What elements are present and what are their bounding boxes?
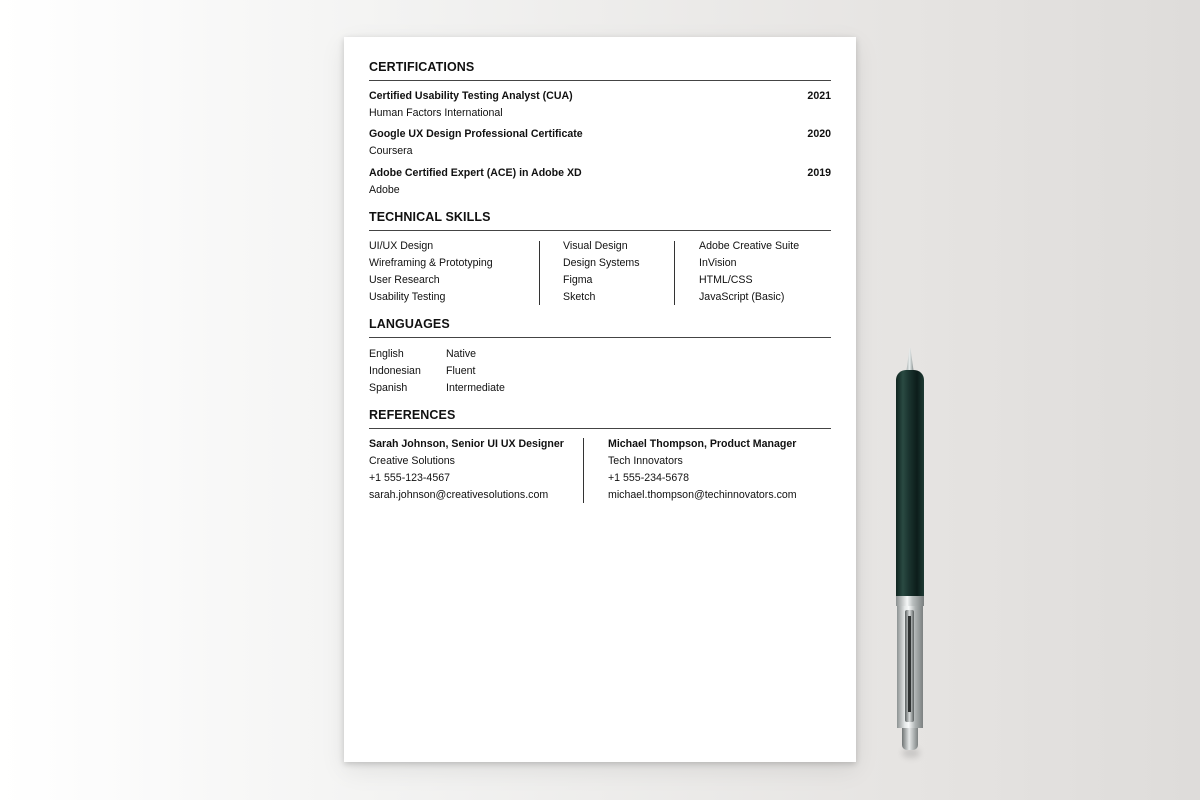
skill-item: Sketch [563, 291, 596, 303]
skill-item: Wireframing & Prototyping [369, 257, 493, 269]
pen-illustration [896, 348, 924, 760]
reference-email: michael.thompson@techinnovators.com [608, 489, 797, 501]
resume-page [344, 37, 856, 762]
reference-company: Tech Innovators [608, 455, 683, 467]
skill-item: HTML/CSS [699, 274, 753, 286]
certification-name: Certified Usability Testing Analyst (CUA) [369, 90, 573, 102]
language-name: Spanish [369, 382, 408, 394]
column-divider [674, 241, 675, 305]
certification-year: 2021 [807, 90, 831, 102]
skill-item: Figma [563, 274, 593, 286]
skill-item: JavaScript (Basic) [699, 291, 785, 303]
reference-company: Creative Solutions [369, 455, 455, 467]
skill-item: Design Systems [563, 257, 640, 269]
skill-item: User Research [369, 274, 440, 286]
certification-issuer: Adobe [369, 184, 400, 196]
pen-ring [896, 596, 924, 606]
reference-name: Sarah Johnson, Senior UI UX Designer [369, 438, 564, 450]
languages-heading: LANGUAGES [369, 317, 831, 338]
certification-year: 2019 [807, 167, 831, 179]
skill-item: Adobe Creative Suite [699, 240, 800, 252]
column-divider [539, 241, 540, 305]
skill-item: InVision [699, 257, 737, 269]
column-divider [583, 438, 584, 503]
reference-name: Michael Thompson, Product Manager [608, 438, 797, 450]
skill-item: Visual Design [563, 240, 628, 252]
certifications-heading: CERTIFICATIONS [369, 60, 831, 81]
certification-issuer: Coursera [369, 145, 413, 157]
reference-phone: +1 555-123-4567 [369, 472, 450, 484]
language-name: English [369, 348, 404, 360]
language-level: Intermediate [446, 382, 505, 394]
pen-end [902, 728, 918, 750]
certification-issuer: Human Factors International [369, 107, 503, 119]
references-heading: REFERENCES [369, 408, 831, 429]
skill-item: UI/UX Design [369, 240, 434, 252]
pen-clip-slot [908, 616, 911, 712]
language-level: Fluent [446, 365, 476, 377]
reference-email: sarah.johnson@creativesolutions.com [369, 489, 549, 501]
reference-phone: +1 555-234-5678 [608, 472, 689, 484]
certification-name: Adobe Certified Expert (ACE) in Adobe XD [369, 167, 582, 179]
technical-skills-heading: TECHNICAL SKILLS [369, 210, 831, 231]
certification-year: 2020 [807, 128, 831, 140]
skill-item: Usability Testing [369, 291, 446, 303]
pen-barrel [896, 370, 924, 600]
language-name: Indonesian [369, 365, 421, 377]
language-level: Native [446, 348, 477, 360]
certification-name: Google UX Design Professional Certificate [369, 128, 583, 140]
